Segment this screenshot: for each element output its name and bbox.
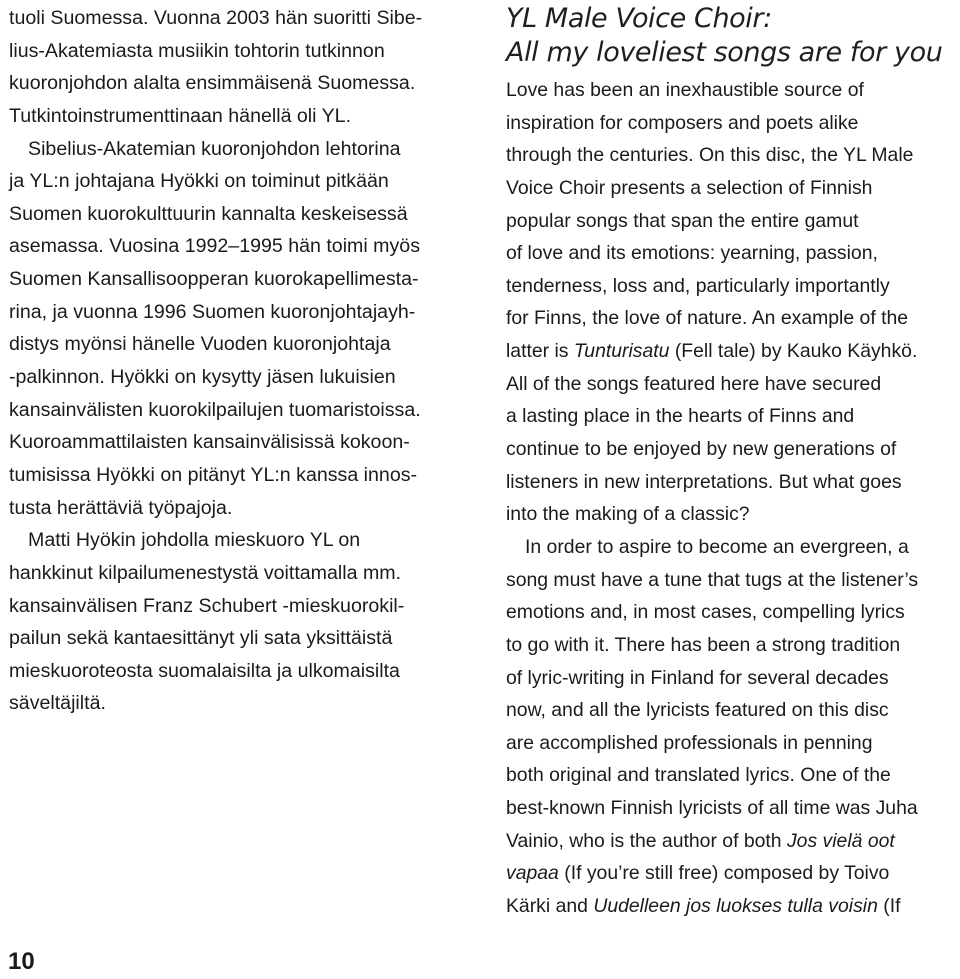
text-line: of love and its emotions: yearning, passion, [506, 242, 878, 265]
text-line: ja YL:n johtajana Hyökki on toiminut pitkään [9, 170, 389, 193]
text-line: a lasting place in the hearts of Finns and [506, 405, 855, 428]
right-column [506, 74, 958, 923]
text-line [506, 890, 958, 923]
text-line: Sibelius-Akatemian kuoronjohdon lehtorina [28, 137, 401, 160]
text-line [506, 335, 958, 368]
text-line: tusta herättäviä työpajoja. [9, 496, 233, 519]
text-line: inspiration for composers and poets alike [506, 111, 859, 134]
text-line: säveltäjiltä. [9, 692, 106, 715]
text-line: both original and translated lyrics. One of the [506, 764, 891, 787]
text-line: All of the songs featured here have secured [506, 372, 882, 395]
text-line: for Finns, the love of nature. An example of the [506, 307, 909, 330]
text-line: now, and all the lyricists featured on this disc [506, 699, 889, 722]
text-line: Voice Choir presents a selection of Finnish [506, 176, 873, 199]
text-line: In order to aspire to become an evergreen, a [525, 535, 909, 558]
text-line: -palkinnon. Hyökki on kysytty jäsen lukuisien [9, 366, 396, 389]
left-column [9, 2, 479, 720]
text-line: pailun sekä kantaesittänyt yli sata yksittäistä [9, 627, 393, 650]
title-line-2: All my loveliest songs are for you [506, 37, 943, 68]
text-run: (Fell tale) by Kauko Käyhkö. [669, 340, 918, 363]
song-title: Jos vielä oot [786, 829, 895, 852]
text-line: best-known Finnish lyricists of all time was Juha [506, 797, 918, 820]
text-line: Suomen Kansallisoopperan kuorokapellimesta- [9, 268, 419, 291]
text-run: Vainio, who is the author of both [506, 829, 787, 852]
text-line: through the centuries. On this disc, the YL Male [506, 144, 914, 167]
text-line: Suomen kuorokulttuurin kannalta keskeisessä [9, 202, 408, 225]
text-line: emotions and, in most cases, compelling lyrics [506, 601, 905, 624]
text-line: kansainvälisten kuorokilpailujen tuomaristoissa. [9, 398, 421, 421]
text-line: song must have a tune that tugs at the listener’s [506, 568, 919, 591]
text-line: listeners in new interpretations. But what goes [506, 470, 902, 493]
text-line: kuoronjohdon alalta ensimmäisenä Suomessa. [9, 72, 416, 95]
text-line: are accomplished professionals in penning [506, 731, 873, 754]
text-line: of lyric-writing in Finland for several decades [506, 666, 889, 689]
text-line: kansainvälisen Franz Schubert -mieskuorokil- [9, 594, 405, 617]
title-line-1: YL Male Voice Choir: [506, 3, 772, 34]
song-title: Tunturisatu [573, 340, 670, 363]
text-line: tenderness, loss and, particularly importantly [506, 274, 890, 297]
text-run: (If [877, 895, 901, 918]
text-line: Love has been an inexhaustible source of [506, 79, 864, 101]
song-title: vapaa [506, 862, 559, 885]
page-number: 10 [8, 948, 35, 975]
text-run: latter is [506, 340, 574, 363]
text-line: popular songs that span the entire gamut [506, 209, 859, 232]
text-line: to go with it. There has been a strong tradition [506, 633, 901, 656]
text-line: mieskuoroteosta suomalaisilta ja ulkomaisilta [9, 659, 400, 682]
text-line [506, 825, 958, 858]
text-line: tumisissa Hyökki on pitänyt YL:n kanssa innos- [9, 463, 418, 486]
text-line: lius-Akatemiasta musiikin tohtorin tutkinnon [9, 39, 385, 62]
song-title: Uudelleen jos luokses tulla voisin [593, 895, 878, 918]
text-line: Kuoroammattilaisten kansainvälisissä kokoon- [9, 431, 410, 454]
text-run: Kärki and [506, 895, 594, 918]
text-line: hankkinut kilpailumenestystä voittamalla mm. [9, 561, 402, 584]
text-line: tuoli Suomessa. Vuonna 2003 hän suoritti Sibe- [9, 7, 423, 29]
text-line: into the making of a classic? [506, 503, 750, 526]
text-line: asemassa. Vuosina 1992–1995 hän toimi myös [9, 235, 420, 258]
text-line [506, 857, 958, 890]
text-line: distys myönsi hänelle Vuoden kuoronjohtaja [9, 333, 391, 356]
text-run: (If you’re still free) composed by Toivo [558, 862, 890, 885]
text-line: Matti Hyökin johdolla mieskuoro YL on [28, 529, 361, 552]
text-line: continue to be enjoyed by new generations of [506, 438, 897, 461]
article-title [506, 2, 958, 70]
text-line: Tutkintoinstrumenttinaan hänellä oli YL. [9, 104, 352, 127]
text-line: rina, ja vuonna 1996 Suomen kuoronjohtajayh- [9, 300, 416, 323]
